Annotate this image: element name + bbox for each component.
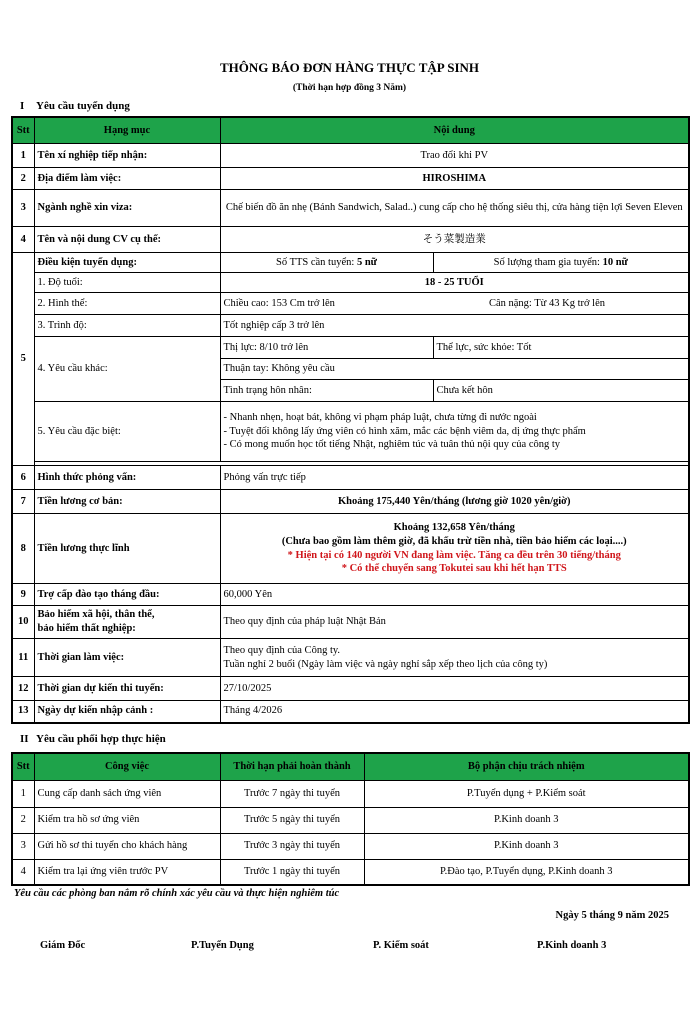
- header-deadline: Thời hạn phải hoàn thành: [220, 753, 364, 780]
- row-label: Ngày dự kiến nhập cảnh :: [34, 701, 220, 723]
- document-title: THÔNG BÁO ĐƠN HÀNG THỰC TẬP SINH: [219, 60, 480, 75]
- row-number: 4: [12, 859, 34, 885]
- table-row: [12, 402, 689, 462]
- table-row: [12, 584, 689, 606]
- table-row: [12, 859, 689, 885]
- row-label: Địa điểm làm việc:: [34, 168, 220, 190]
- row-number: 9: [12, 584, 34, 606]
- table-row: [12, 273, 689, 293]
- task-cell: Cung cấp danh sách ứng viên: [34, 780, 220, 807]
- table-row: [12, 227, 689, 253]
- row-number: 5: [12, 253, 34, 466]
- section-title: Yêu cầu phối hợp thực hiện: [36, 733, 166, 745]
- work-time-line: Tuần nghỉ 2 buổi (Ngày làm việc và ngày nghỉ sắp xếp theo lịch của công ty): [223, 658, 548, 670]
- section-1-heading: [20, 100, 130, 112]
- row-value: [220, 639, 689, 677]
- row-label: 1. Độ tuổi:: [34, 273, 220, 293]
- row-value: Phỏng vấn trực tiếp: [220, 466, 689, 490]
- coordination-table: [11, 752, 690, 886]
- task-cell: Kiểm tra hồ sơ ứng viên: [34, 807, 220, 833]
- vision-value: Thị lực: 8/10 trở lên: [220, 337, 433, 359]
- overtime-note: * Hiện tại có 140 người VN đang làm việc. Tăng ca đều trên 30 tiếng/tháng: [287, 549, 621, 561]
- instruction-note: Yêu cầu các phòng ban nắm rõ chính xác yêu cầu và thực hiện nghiêm túc: [14, 888, 340, 899]
- row-label: Hình thức phỏng vấn:: [34, 466, 220, 490]
- row-number: 12: [12, 677, 34, 701]
- row-label: Ngành nghề xin viza:: [34, 190, 220, 227]
- deadline-cell: Trước 3 ngày thi tuyển: [220, 833, 364, 859]
- row-label: 3. Trình độ:: [34, 315, 220, 337]
- row-label: Tiền lương cơ bản:: [34, 490, 220, 514]
- row-value: Tháng 4/2026: [220, 701, 689, 723]
- height-value: Chiều cao: 153 Cm trở lên: [223, 297, 335, 309]
- tts-join: [433, 253, 689, 273]
- signature-business: P.Kinh doanh 3: [537, 940, 607, 951]
- row-label: Tên xí nghiệp tiếp nhận:: [34, 144, 220, 168]
- row-label: 5. Yêu cầu đặc biệt:: [34, 402, 220, 462]
- row-label: Thời gian dự kiến thi tuyển:: [34, 677, 220, 701]
- table-row: [12, 466, 689, 490]
- section-number: II: [20, 733, 29, 745]
- health-value: Thể lực, sức khỏe: Tốt: [433, 337, 689, 359]
- tts-needed: [220, 253, 433, 273]
- row-number: 4: [12, 227, 34, 253]
- section-title: Yêu cầu tuyển dụng: [36, 100, 130, 112]
- row-label: 2. Hình thể:: [34, 293, 220, 315]
- weight-value: Cân nặng: Từ 43 Kg trở lên: [488, 297, 605, 309]
- table-row: [12, 833, 689, 859]
- table-row: [12, 144, 689, 168]
- table-row: [12, 639, 689, 677]
- task-cell: Gửi hồ sơ thi tuyển cho khách hàng: [34, 833, 220, 859]
- table-header-row: [12, 117, 689, 144]
- table-row: [12, 253, 689, 273]
- table-row: [12, 190, 689, 227]
- department-cell: P.Kinh doanh 3: [364, 833, 689, 859]
- table-row: [12, 168, 689, 190]
- row-value: Chế biến đồ ăn nhẹ (Bánh Sandwich, Salad..) cung cấp cho hệ thống siêu thị, cửa hàng tiện lợi Seven Eleven: [220, 190, 689, 227]
- row-label: [34, 606, 220, 639]
- row-number: 10: [12, 606, 34, 639]
- department-cell: P.Đào tạo, P.Tuyển dụng, P.Kinh doanh 3: [364, 859, 689, 885]
- header-content: Nội dung: [220, 117, 689, 144]
- deadline-cell: Trước 7 ngày thi tuyển: [220, 780, 364, 807]
- header-task: Công việc: [34, 753, 220, 780]
- tokutei-note: * Có thể chuyển sang Tokutei sau khi hết hạn TTS: [341, 563, 567, 575]
- special-line: - Có mong muốn học tốt tiếng Nhật, nghiêm túc và tuân thủ nội quy của công ty: [223, 439, 561, 451]
- marital-value: Chưa kết hôn: [433, 380, 689, 402]
- document-date: Ngày 5 tháng 9 năm 2025: [555, 910, 669, 921]
- signature-control: P. Kiểm soát: [373, 940, 429, 951]
- department-cell: P.Tuyển dụng + P.Kiểm soát: [364, 780, 689, 807]
- tts-join-label: Số lượng tham gia tuyển:: [493, 256, 603, 268]
- hand-value: Thuận tay: Không yêu cầu: [220, 359, 689, 380]
- row-label: 4. Yêu cầu khác:: [34, 337, 220, 402]
- row-value: 27/10/2025: [220, 677, 689, 701]
- row-number: 2: [12, 168, 34, 190]
- net-salary-amount: Khoảng 132,658 Yên/tháng: [393, 522, 515, 534]
- deadline-cell: Trước 1 ngày thi tuyển: [220, 859, 364, 885]
- table-row: [12, 807, 689, 833]
- row-number: 1: [12, 780, 34, 807]
- row-label: Trợ cấp đào tạo tháng đầu:: [34, 584, 220, 606]
- deadline-cell: Trước 5 ngày thi tuyển: [220, 807, 364, 833]
- row-value: HIROSHIMA: [220, 168, 689, 190]
- table-header-row: [12, 753, 689, 780]
- row-number: 13: [12, 701, 34, 723]
- tts-join-value: 10 nữ: [602, 256, 628, 268]
- row-number: 2: [12, 807, 34, 833]
- section-2-heading: [20, 733, 166, 745]
- signature-recruitment: P.Tuyển Dụng: [191, 940, 254, 951]
- marital-label: Tình trạng hôn nhân:: [220, 380, 433, 402]
- table-row: [12, 780, 689, 807]
- net-salary: [220, 514, 689, 584]
- table-row: [12, 514, 689, 584]
- row-number: 8: [12, 514, 34, 584]
- row-number: 11: [12, 639, 34, 677]
- tts-needed-label: Số TTS cần tuyển:: [276, 256, 357, 268]
- recruitment-table: [11, 116, 690, 724]
- header-department: Bộ phận chịu trách nhiệm: [364, 753, 689, 780]
- row-value: Khoảng 175,440 Yên/tháng (lương giờ 1020 yên/giờ): [220, 490, 689, 514]
- education-value: Tốt nghiệp cấp 3 trở lên: [220, 315, 689, 337]
- signature-director: Giám Đốc: [40, 940, 86, 951]
- row-label: Thời gian làm việc:: [34, 639, 220, 677]
- body-value: [220, 293, 689, 315]
- special-requirements: [220, 402, 689, 462]
- row-label: Tiền lương thực lĩnh: [34, 514, 220, 584]
- department-cell: P.Kinh doanh 3: [364, 807, 689, 833]
- row-number: 6: [12, 466, 34, 490]
- table-row: [12, 606, 689, 639]
- table-row: [12, 293, 689, 315]
- row-number: 1: [12, 144, 34, 168]
- table-row: [12, 490, 689, 514]
- row-value: Theo quy định của pháp luật Nhật Bản: [220, 606, 689, 639]
- net-salary-note: (Chưa bao gồm làm thêm giờ, đã khấu trừ tiền nhà, tiền bảo hiểm các loại....): [281, 535, 627, 547]
- age-value: 18 - 25 TUỔI: [220, 273, 689, 293]
- section-number: I: [20, 100, 25, 112]
- table-row: [12, 337, 689, 359]
- row-value: Trao đổi khi PV: [220, 144, 689, 168]
- header-stt: Stt: [12, 117, 34, 144]
- header-category: Hạng mục: [34, 117, 220, 144]
- row-label-line: bảo hiểm thất nghiệp:: [37, 623, 136, 634]
- row-number: 7: [12, 490, 34, 514]
- row-label: Tên và nội dung CV cụ thể:: [34, 227, 220, 253]
- document-subtitle: (Thời hạn hợp đồng 3 Năm): [292, 83, 407, 93]
- header-stt: Stt: [12, 753, 34, 780]
- special-line: - Nhanh nhẹn, hoạt bát, không vi phạm pháp luật, chưa từng đi nước ngoài: [223, 412, 537, 424]
- row-number: 3: [12, 833, 34, 859]
- table-row: [12, 701, 689, 723]
- work-time-line: Theo quy định của Công ty.: [223, 644, 341, 656]
- special-line: - Tuyệt đối không lấy ứng viên có hình xăm, mắc các bệnh viêm da, dị ứng thực phẩm: [223, 425, 586, 437]
- row-label-line: Bảo hiểm xã hội, thân thể,: [37, 609, 155, 621]
- tts-needed-value: 5 nữ: [356, 256, 377, 268]
- row-number: 3: [12, 190, 34, 227]
- row-value: そう菜製造業: [220, 227, 689, 253]
- row-value: 60,000 Yên: [220, 584, 689, 606]
- row-label: Điều kiện tuyển dụng:: [34, 253, 220, 273]
- table-row: [12, 315, 689, 337]
- table-row: [12, 677, 689, 701]
- task-cell: Kiểm tra lại ứng viên trước PV: [34, 859, 220, 885]
